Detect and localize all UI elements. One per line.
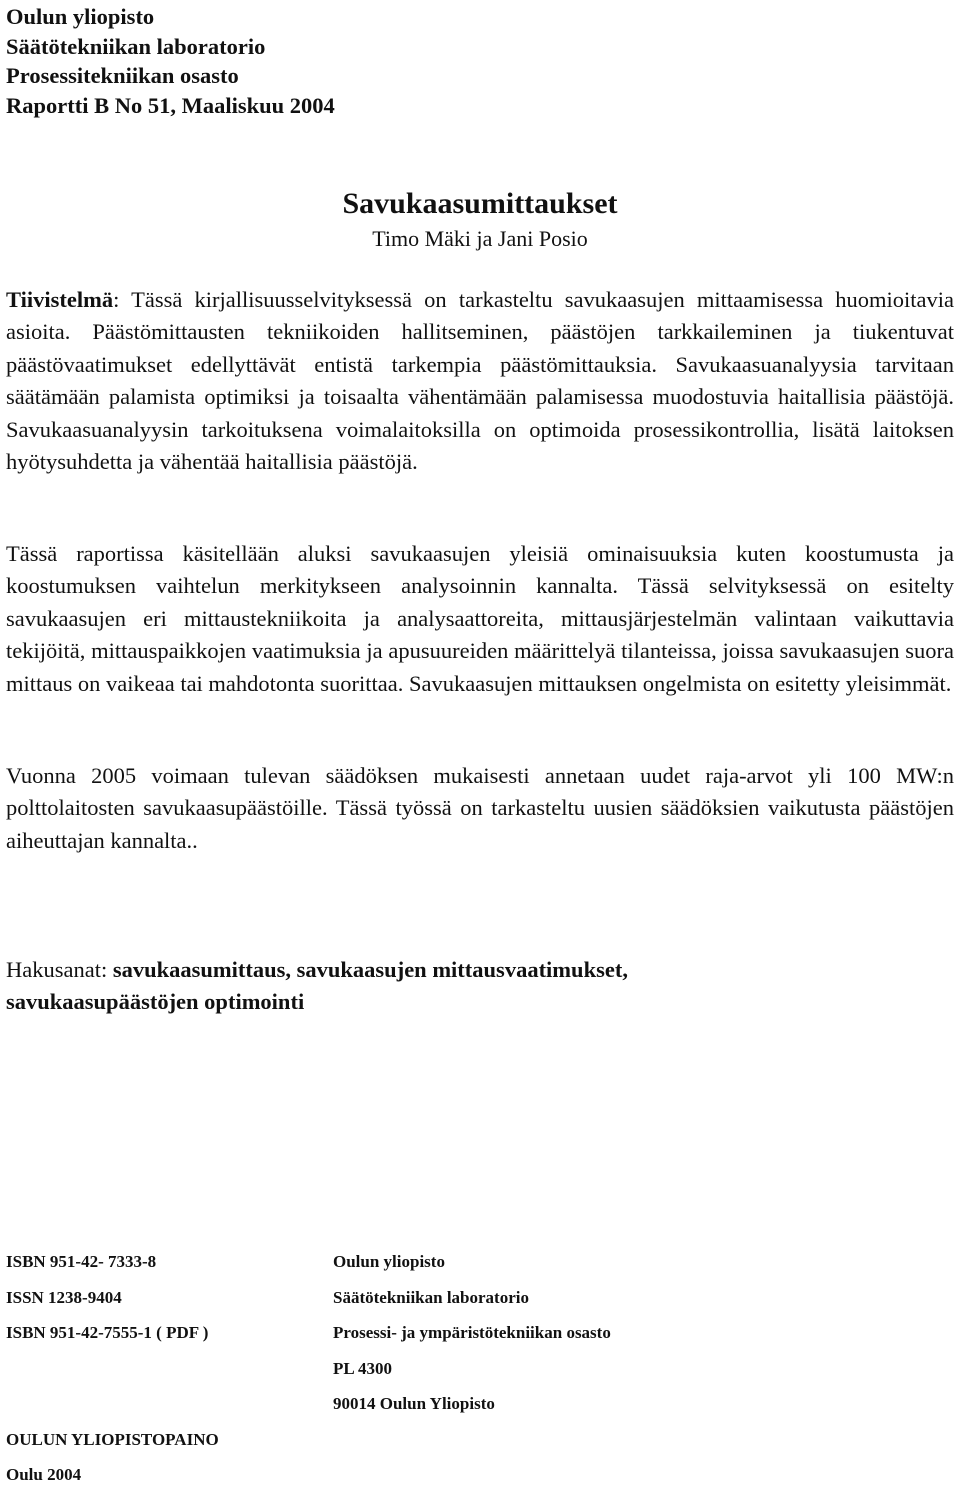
abstract-label: Tiivistelmä: [6, 287, 114, 312]
address-pobox: PL 4300: [333, 1358, 393, 1378]
keywords-label: Hakusanat:: [6, 957, 113, 982]
report-header: [6, 2, 335, 120]
keywords-line-1: savukaasumittaus, savukaasujen mittausvaatimukset,: [112, 957, 628, 982]
report-number: Raportti B No 51, Maaliskuu 2004: [6, 92, 335, 118]
isbn-block: [6, 1244, 208, 1351]
issn: ISSN 1238-9404: [6, 1287, 122, 1307]
report-title: Savukaasumittaukset: [342, 187, 618, 220]
report-authors: Timo Mäki ja Jani Posio: [372, 226, 588, 251]
publisher-address-block: [333, 1244, 611, 1422]
address-department: Prosessi- ja ympäristötekniikan osasto: [333, 1323, 611, 1342]
address-postal: 90014 Oulun Yliopisto: [333, 1394, 495, 1413]
title-block: [0, 186, 960, 254]
abstract-paragraph: [6, 284, 954, 478]
printer-name: OULUN YLIOPISTOPAINO: [6, 1430, 219, 1449]
body-paragraph-3: Vuonna 2005 voimaan tulevan säädöksen mukaisesti annetaan uudet raja-arvot yli 100 MW:n polttolaitosten savukaasupäästöille. Tässä työssä on tarkasteltu uusien säädöksien vaikutusta päästöjen aiheuttajan kannalta..: [6, 763, 954, 853]
isbn-print: ISBN 951-42- 7333-8: [6, 1252, 157, 1271]
keywords-line-2: savukaasupäästöjen optimointi: [6, 989, 305, 1015]
printer-place-year: Oulu 2004: [6, 1465, 82, 1484]
body-paragraph-2: Tässä raportissa käsitellään aluksi savukaasujen yleisiä ominaisuuksia kuten koostumusta ja koostumuksen vaihtelun merkitykseen analysoinnin kannalta. Tässä selvityksessä on esitelty savukaasujen eri mittaustekniikoita ja analysaattoreita, mittausjärjestelmän valintaan vaikuttavia tekijöitä, mittauspaikkojen vaatimuksia ja apusuureiden määrittelyä tilanteissa, joissa savukaasujen suora mittaus on vaikeaa tai mahdotonta suorittaa. Savukaasujen mittauksen ongelmista on esitetty yleisimmät.: [6, 541, 954, 696]
printer-block: [6, 1422, 219, 1492]
laboratory-name: Säätötekniikan laboratorio: [6, 33, 266, 59]
department-name: Prosessitekniikan osasto: [6, 63, 239, 89]
address-university: Oulun yliopisto: [333, 1252, 445, 1271]
isbn-pdf: ISBN 951-42-7555-1 ( PDF ): [6, 1323, 209, 1342]
university-name: Oulun yliopisto: [6, 4, 155, 29]
abstract-text: : Tässä kirjallisuusselvityksessä on tarkasteltu savukaasujen mittaamisessa huomioitavia asioita. Päästömittausten tekniikoiden hallitseminen, päästöjen tarkkaileminen ja tiukentuvat päästövaatimukset edellyttävät entistä tarkempia päästömittauksia. Savukaasuanalyysia tarvitaan säätämään palamista optimiksi ja toisaalta vähentämään palamisessa muodostuvia haitallisia päästöjä. Savukaasuanalyysin tarkoituksena voimalaitoksilla on optimoida prosessikontrollia, lisätä laitoksen hyötysuhdetta ja vähentää haitallisia päästöjä.: [6, 287, 954, 475]
keywords-block: [6, 954, 954, 1019]
address-laboratory: Säätötekniikan laboratorio: [333, 1287, 529, 1307]
